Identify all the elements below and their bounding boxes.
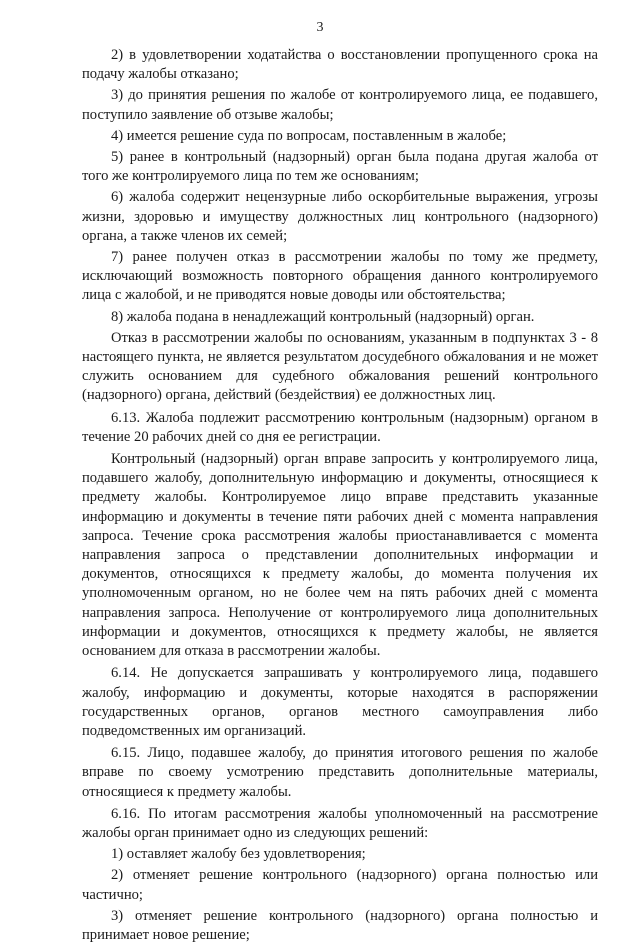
paragraph: 7) ранее получен отказ в рассмотрении жалобы по тому же предмету, исключающий возможность повторного обращения данного контролируемого лица с жалобой, и не приводятся новые доводы или обстоятельства;: [82, 249, 598, 304]
page-number: 3: [316, 20, 324, 35]
paragraph: 8) жалоба подана в ненадлежащий контрольный (надзорный) орган.: [111, 308, 535, 325]
paragraph: 6.16. По итогам рассмотрения жалобы уполномоченный на рассмотрение жалобы орган принимает одно из следующих решений:: [82, 805, 598, 841]
paragraph: 2) в удовлетворении ходатайства о восстановлении пропущенного срока на подачу жалобы отказано;: [82, 47, 598, 83]
paragraph: 2) отменяет решение контрольного (надзорного) органа полностью или частично;: [82, 867, 598, 903]
paragraph: 1) оставляет жалобу без удовлетворения;: [111, 846, 366, 863]
paragraph: 6.13. Жалоба подлежит рассмотрению контрольным (надзорным) органом в течение 20 рабочих дней со дня ее регистрации.: [82, 409, 598, 445]
paragraph: 3) отменяет решение контрольного (надзорного) органа полностью и принимает новое решение;: [82, 907, 598, 943]
paragraph: 4) имеется решение суда по вопросам, поставленным в жалобе;: [111, 127, 507, 144]
paragraph: 5) ранее в контрольный (надзорный) орган была подана другая жалоба от того же контролируемого лица по тем же основаниям;: [82, 149, 598, 185]
paragraph: 6) жалоба содержит нецензурные либо оскорбительные выражения, угрозы жизни, здоровью и имуществу должностных лиц контрольного (надзорного) органа, а также членов их семей;: [82, 189, 598, 244]
paragraph: 6.14. Не допускается запрашивать у контролируемого лица, подавшего жалобу, информацию и документы, которые находятся в распоряжении государственных органов, органов местного самоуправления либо подведомственных им организаций.: [82, 665, 598, 739]
paragraph: Отказ в рассмотрении жалобы по основаниям, указанным в подпунктах 3 - 8 настоящего пункта, не является результатом досудебного обжалования и не может служить основанием для судебного обжалования решений контрольного (надзорного) органа, действий (бездействия) ее должностных лиц.: [82, 329, 598, 404]
document-body: [82, 44, 598, 945]
paragraph: Контрольный (надзорный) орган вправе запросить у контролируемого лица, подавшего жалобу, дополнительную информацию и документы, относящиеся к предмету жалобы. Контролируемое лицо вправе представить указанные информацию и документы в течение пяти рабочих дней с момента направления запроса. Течение срока рассмотрения жалобы приостанавливается с момента направления запроса о представлении дополнительных информации и документов, относящихся к предмету жалобы, до момента получения их уполномоченным органом, но не более чем на пять рабочих дней с момента направления запроса. Неполучение от контролируемого лица дополнительных информации и документов, относящихся к предмету жалобы, не является основанием для отказа в рассмотрении жалобы.: [82, 451, 598, 660]
paragraph: 6.15. Лицо, подавшее жалобу, до принятия итогового решения по жалобе вправе по своему усмотрению представить дополнительные материалы, относящиеся к предмету жалобы.: [82, 745, 598, 800]
paragraph: 3) до принятия решения по жалобе от контролируемого лица, ее подавшего, поступило заявление об отзыве жалобы;: [82, 87, 598, 123]
